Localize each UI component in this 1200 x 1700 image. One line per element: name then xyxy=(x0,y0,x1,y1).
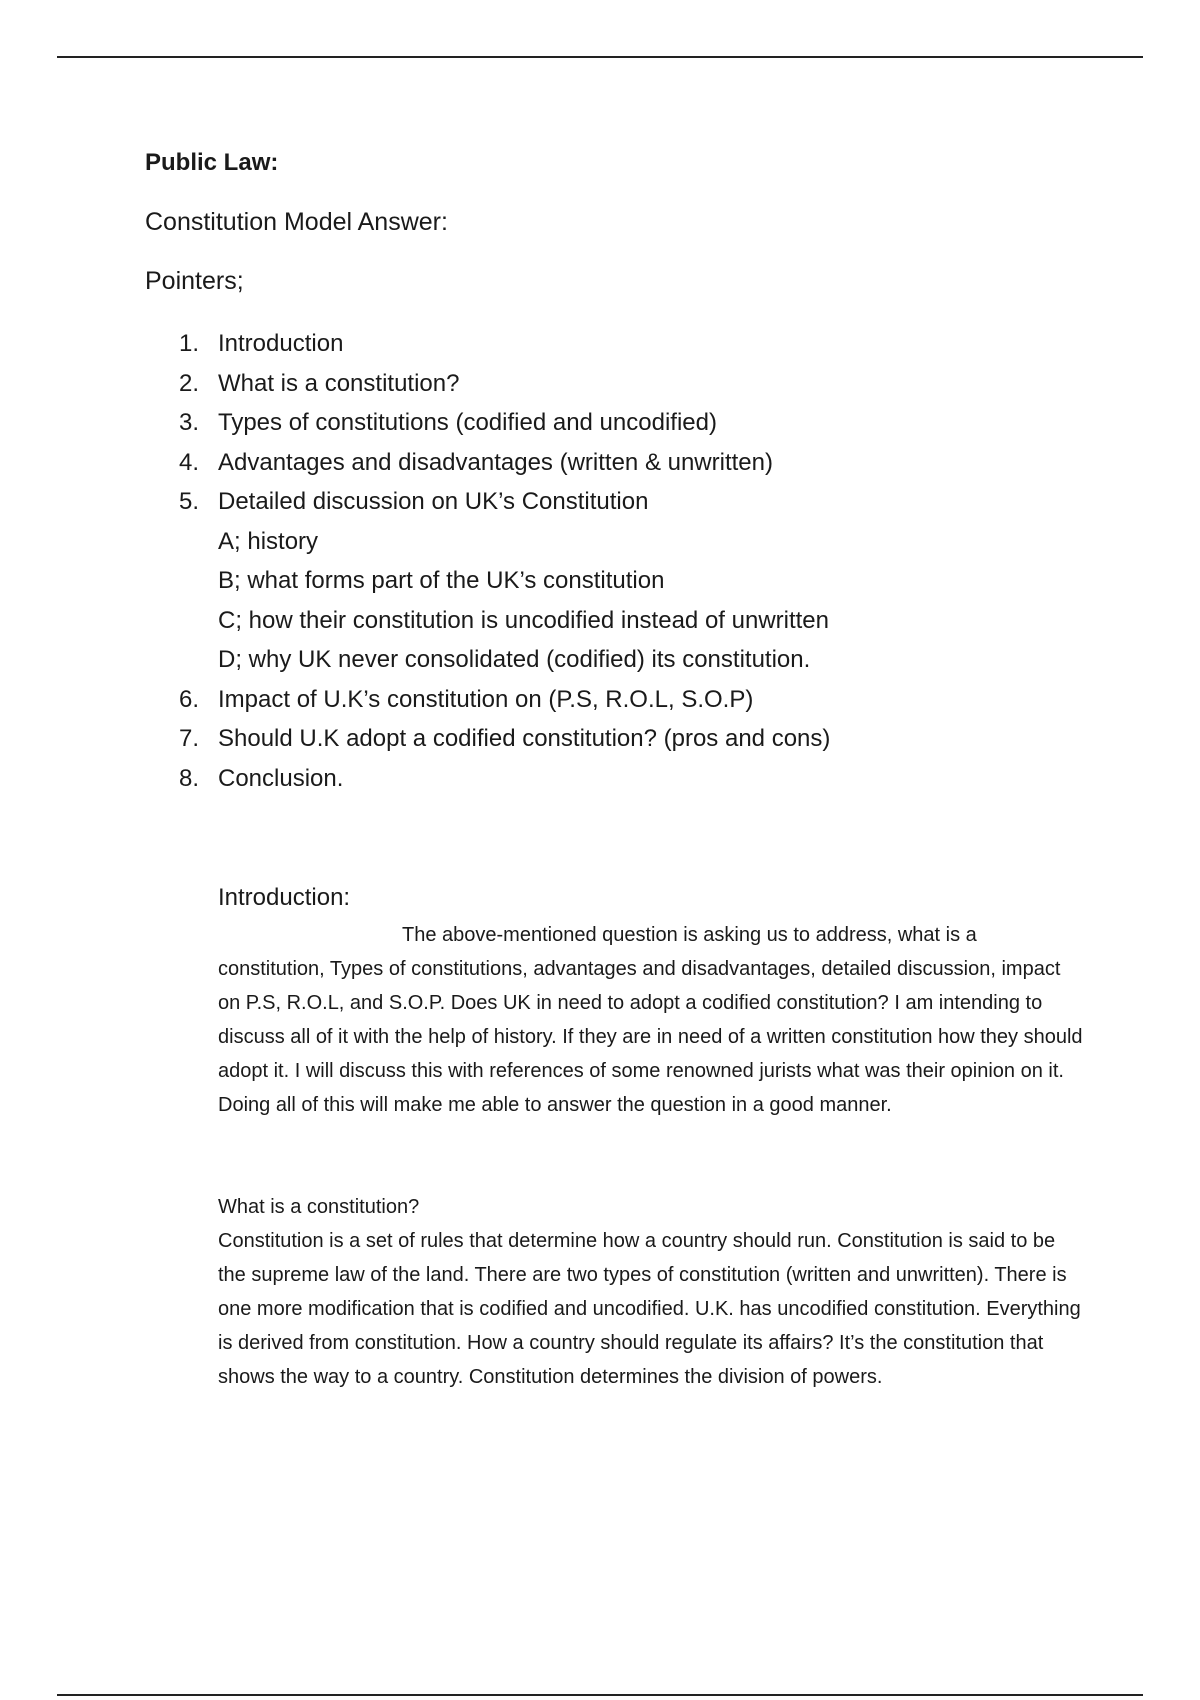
list-item xyxy=(145,680,1045,720)
list-item xyxy=(145,482,1045,522)
list-number: 8. xyxy=(179,764,200,792)
list-item-text: Should U.K adopt a codified constitution? (pros and cons) xyxy=(218,725,831,752)
list-item-text: Types of constitutions (codified and uncodified) xyxy=(218,409,717,436)
list-item xyxy=(145,403,1045,443)
introduction-paragraph: The above-mentioned question is asking us to address, what is a constitution, Types of constitutions, advantages and disadvantages, detailed discussion, impact on P.S, R.O.L, and S.O.P. Does UK in need to adopt a codified constitution? I am intending to discuss all of it with the help of history. If they are in need of a written constitution how they should adopt it. I will discuss this with references of some renowned jurists what was their opinion on it. Doing all of this will make me able to answer the question in a good manner. xyxy=(218,924,1083,1116)
list-item-text: Impact of U.K’s constitution on (P.S, R.O.L, S.O.P) xyxy=(218,685,754,713)
pointers-list xyxy=(145,324,1045,798)
introduction-heading: Introduction: xyxy=(218,884,351,911)
list-number: 5. xyxy=(179,488,200,515)
sub-list-item: A; history xyxy=(218,527,319,555)
pointers-label: Pointers; xyxy=(145,267,244,295)
list-item xyxy=(145,324,1045,364)
list-item xyxy=(145,443,1045,483)
what-is-paragraph: Constitution is a set of rules that determine how a country should run. Constitution is said to be the supreme law of the land. There are two types of constitution (written and unwritten). There is one more modification that is codified and uncodified. U.K. has uncodified constitution. Everything is derived from constitution. How a country should regulate its affairs? It’s the constitution that shows the way to a country. Constitution determines the division of powers. xyxy=(218,1230,1081,1388)
sub-list-item: D; why UK never consolidated (codified) its constitution. xyxy=(218,646,811,673)
list-item-text: Introduction xyxy=(218,330,344,357)
list-number: 6. xyxy=(179,685,200,713)
list-item-text: Conclusion. xyxy=(218,764,344,792)
list-number: 7. xyxy=(179,725,200,752)
list-item-text: Detailed discussion on UK’s Constitution xyxy=(218,488,649,515)
list-item xyxy=(145,759,1045,799)
header-rule xyxy=(57,56,1143,58)
footer-rule xyxy=(57,1694,1143,1696)
list-number: 3. xyxy=(179,409,200,436)
document-title: Public Law: xyxy=(145,149,279,176)
document-subtitle: Constitution Model Answer: xyxy=(145,208,448,236)
sub-list-item: C; how their constitution is uncodified instead of unwritten xyxy=(218,606,830,634)
what-is-heading: What is a constitution? xyxy=(218,1196,420,1218)
list-number: 2. xyxy=(179,369,200,397)
list-item xyxy=(145,364,1045,404)
list-item-text: What is a constitution? xyxy=(218,369,460,397)
list-number: 1. xyxy=(179,330,200,357)
sub-list-item: B; what forms part of the UK’s constitution xyxy=(218,567,665,594)
list-item-text: Advantages and disadvantages (written & unwritten) xyxy=(218,448,773,476)
list-number: 4. xyxy=(179,448,200,476)
list-item xyxy=(145,719,1045,759)
